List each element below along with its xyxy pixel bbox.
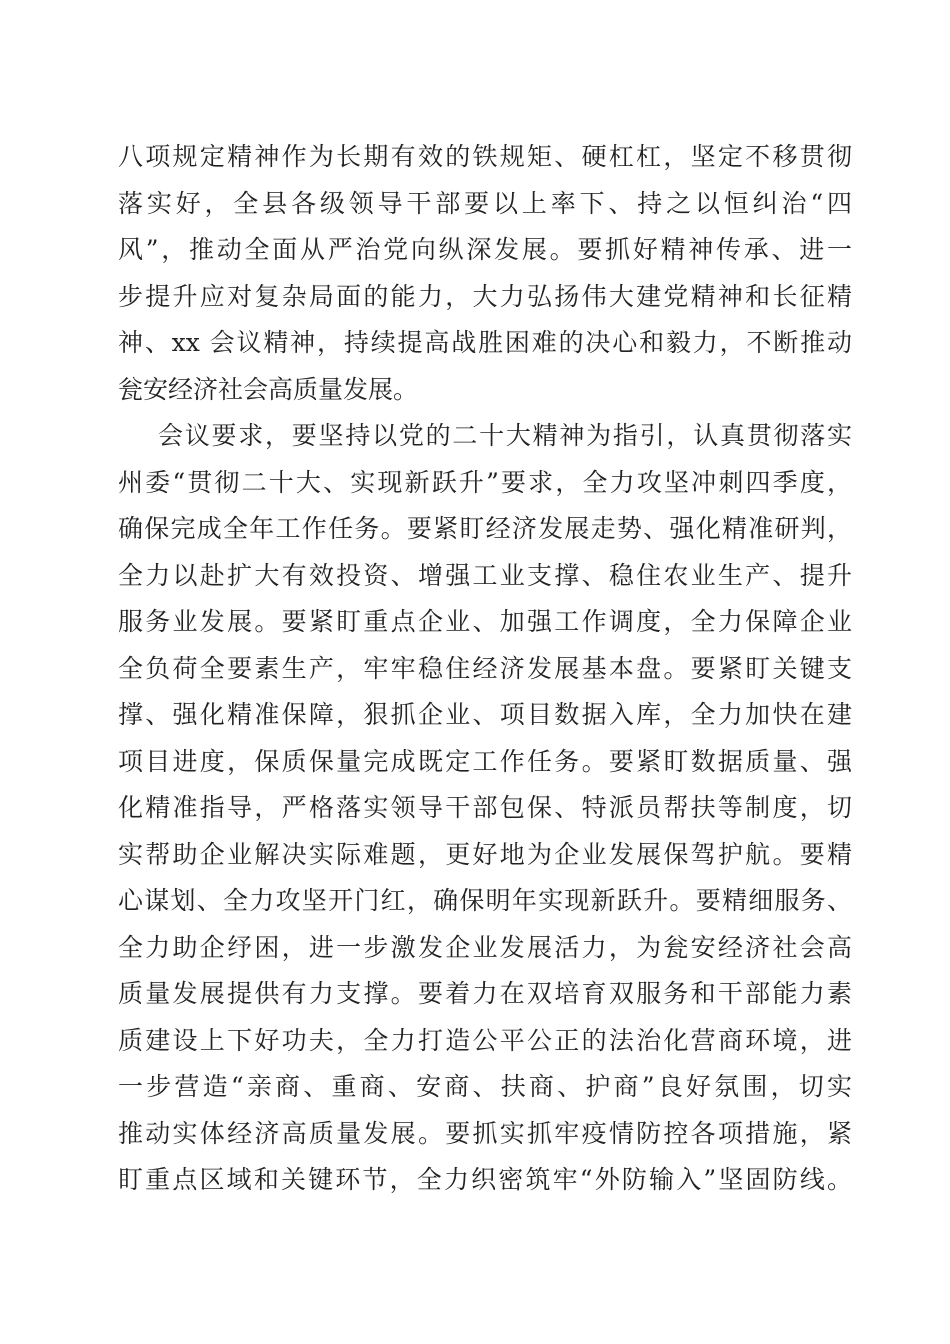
text-line: 全力以赴扩大有效投资、增强工业支撑、稳住农业生产、提升 <box>118 560 852 590</box>
text-line: 推动实体经济高质量发展。要抓实抓牢疫情防控各项措施，紧 <box>118 1118 852 1148</box>
text-line: 实帮助企业解决实际难题，更好地为企业发展保驾护航。要精 <box>118 839 852 869</box>
text-line: 全力助企纾困，进一步激发企业发展活力，为瓮安经济社会高 <box>118 932 852 962</box>
document-body <box>118 134 852 1204</box>
text-line: 风”，推动全面从严治党向纵深发展。要抓好精神传承、进一 <box>118 235 852 264</box>
text-line: 州委“贯彻二十大、实现新跃升”要求，全力攻坚冲刺四季度， <box>118 467 852 497</box>
text-line: 项目进度，保质保量完成既定工作任务。要紧盯数据质量、强 <box>118 746 852 776</box>
paragraph-1 <box>118 134 852 413</box>
text-line: 落实好，全县各级领导干部要以上率下、持之以恒纠治“四 <box>118 188 852 218</box>
text-line: 撑、强化精准保障，狠抓企业、项目数据入库，全力加快在建 <box>118 700 852 729</box>
text-line: 瓮安经济社会高质量发展。 <box>118 374 419 404</box>
paragraph-2 <box>118 413 852 1204</box>
text-line: 八项规定精神作为长期有效的铁规矩、硬杠杠，坚定不移贯彻 <box>118 142 852 171</box>
text-line: 步提升应对复杂局面的能力，大力弘扬伟大建党精神和长征精 <box>118 281 852 311</box>
text-line: 质量发展提供有力支撑。要着力在双培育双服务和干部能力素 <box>118 979 852 1008</box>
text-line: 服务业发展。要紧盯重点企业、加强工作调度，全力保障企业 <box>118 607 852 636</box>
text-line: 会议要求，要坚持以党的二十大精神为指引，认真贯彻落实 <box>158 421 852 450</box>
text-line: 确保完成全年工作任务。要紧盯经济发展走势、强化精准研判， <box>118 514 852 543</box>
text-line: 神、xx 会议精神，持续提高战胜困难的决心和毅力，不断推动 <box>118 328 852 357</box>
text-line: 心谋划、全力攻坚开门红，确保明年实现新跃升。要精细服务、 <box>118 886 852 915</box>
text-line: 一步营造“亲商、重商、安商、扶商、护商”良好氛围，切实 <box>118 1072 852 1101</box>
text-line: 化精准指导，严格落实领导干部包保、特派员帮扶等制度，切 <box>118 793 852 822</box>
text-line: 盯重点区域和关键环节，全力织密筑牢“外防输入”坚固防线。 <box>118 1165 852 1194</box>
text-line: 质建设上下好功夫，全力打造公平公正的法治化营商环境，进 <box>118 1025 852 1055</box>
text-line: 全负荷全要素生产，牢牢稳住经济发展基本盘。要紧盯关键支 <box>118 653 852 683</box>
